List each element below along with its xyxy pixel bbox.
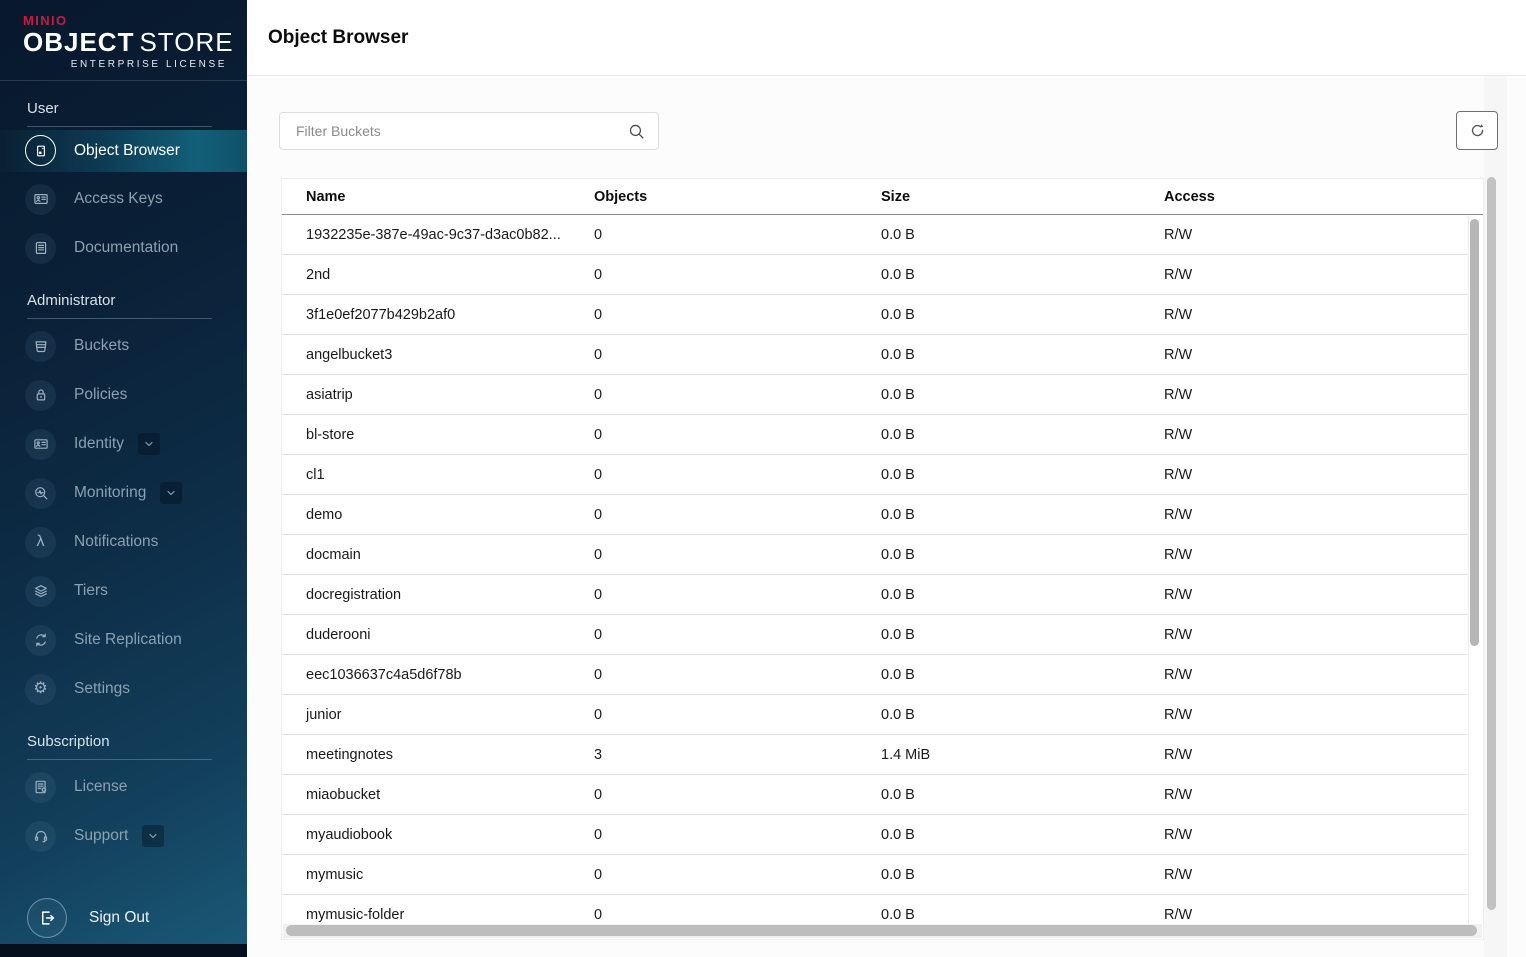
object-browser-icon (25, 135, 56, 166)
access-cell: R/W (1164, 626, 1193, 643)
objects-cell: 0 (594, 466, 603, 483)
size-cell: 0.0 B (881, 786, 915, 803)
logo-minio-text: MINIO (23, 13, 68, 28)
column-header-size: Size (881, 188, 911, 205)
sidebar-item-settings[interactable] (0, 665, 247, 714)
table-row[interactable] (282, 815, 1468, 855)
filter-buckets-field (279, 112, 659, 150)
column-header-objects: Objects (594, 188, 648, 205)
table-row[interactable] (282, 655, 1468, 695)
bucket-name-cell: eec1036637c4a5d6f78b (306, 666, 462, 683)
section-divider (27, 318, 212, 319)
bucket-name-cell: meetingnotes (306, 746, 394, 763)
objects-cell: 0 (594, 506, 603, 523)
main-area (247, 0, 1526, 957)
size-cell: 0.0 B (881, 266, 915, 283)
sidebar-item-label: Object Browser (74, 141, 180, 159)
sidebar-item-sign-out[interactable] (27, 898, 149, 938)
objects-cell: 0 (594, 906, 603, 923)
sidebar-item-policies[interactable] (0, 371, 247, 420)
objects-cell: 0 (594, 346, 603, 363)
bucket-name-cell: demo (306, 506, 343, 523)
sidebar-item-label: Settings (74, 680, 131, 698)
bucket-name-cell: asiatrip (306, 386, 353, 403)
table-header (282, 179, 1483, 215)
sidebar-item-label: Access Keys (74, 190, 163, 208)
sidebar-item-label: Policies (74, 386, 128, 404)
access-cell: R/W (1164, 746, 1193, 763)
sidebar-section-user (0, 100, 247, 273)
objects-cell: 0 (594, 426, 603, 443)
table-row[interactable] (282, 255, 1468, 295)
table-row[interactable] (282, 415, 1468, 455)
objects-cell: 0 (594, 866, 603, 883)
sidebar-item-label: Documentation (74, 239, 179, 257)
section-title: Subscription (27, 732, 110, 750)
license-icon (25, 772, 56, 803)
sidebar-bottom-strip (0, 944, 247, 957)
access-cell: R/W (1164, 866, 1193, 883)
size-cell: 0.0 B (881, 626, 915, 643)
section-divider (27, 126, 212, 127)
logo-product-light: STORE (139, 27, 234, 57)
column-header-name: Name (306, 188, 346, 205)
table-row[interactable] (282, 375, 1468, 415)
objects-cell: 0 (594, 386, 603, 403)
access-cell: R/W (1164, 546, 1193, 563)
size-cell: 0.0 B (881, 466, 915, 483)
logo-product-name (23, 27, 234, 57)
bucket-name-cell: docregistration (306, 586, 402, 603)
sidebar-item-identity[interactable] (0, 420, 247, 469)
chevron-down-icon[interactable] (138, 433, 160, 455)
policies-icon (25, 380, 56, 411)
bucket-name-cell: mymusic-folder (306, 906, 405, 923)
sidebar-nav (0, 100, 247, 861)
table-row[interactable] (282, 495, 1468, 535)
bucket-name-cell: 1932235e-387e-49ac-9c37-d3ac0b82... (306, 226, 561, 243)
sign-out-label: Sign Out (89, 909, 150, 926)
sidebar-item-label: Tiers (74, 582, 108, 600)
table-scrollbar-thumb[interactable] (1470, 219, 1479, 646)
bucket-name-cell: bl-store (306, 426, 355, 443)
bucket-name-cell: mymusic (306, 866, 364, 883)
support-icon (25, 821, 56, 852)
size-cell: 0.0 B (881, 306, 915, 323)
objects-cell: 0 (594, 266, 603, 283)
table-body (282, 215, 1469, 935)
sidebar-item-tiers[interactable] (0, 567, 247, 616)
sidebar-item-label: Support (74, 827, 129, 845)
access-cell: R/W (1164, 226, 1193, 243)
access-cell: R/W (1164, 786, 1193, 803)
horizontal-scrollbar-thumb[interactable] (286, 925, 1477, 936)
size-cell: 0.0 B (881, 546, 915, 563)
objects-cell: 0 (594, 826, 603, 843)
refresh-button[interactable] (1456, 111, 1498, 150)
access-cell: R/W (1164, 506, 1193, 523)
sidebar-item-monitoring[interactable] (0, 469, 247, 518)
sidebar-item-object-browser[interactable] (0, 130, 247, 172)
table-row[interactable] (282, 215, 1468, 255)
sidebar-item-label: Buckets (74, 337, 130, 355)
sidebar-item-buckets[interactable] (0, 322, 247, 371)
page-title: Object Browser (268, 26, 409, 48)
access-cell: R/W (1164, 586, 1193, 603)
access-cell: R/W (1164, 346, 1193, 363)
sidebar-item-label: Identity (74, 435, 124, 453)
chevron-down-icon[interactable] (142, 825, 164, 847)
bucket-name-cell: docmain (306, 546, 361, 563)
table-row[interactable] (282, 455, 1468, 495)
size-cell: 0.0 B (881, 506, 915, 523)
monitoring-icon (25, 478, 56, 509)
size-cell: 0.0 B (881, 346, 915, 363)
access-keys-icon (25, 184, 56, 215)
size-cell: 0.0 B (881, 826, 915, 843)
sidebar-item-support[interactable] (0, 812, 247, 861)
sidebar-item-notifications[interactable] (0, 518, 247, 567)
table-row[interactable] (282, 335, 1468, 375)
access-cell: R/W (1164, 386, 1193, 403)
search-icon (628, 123, 645, 140)
bucket-name-cell: 2nd (306, 266, 331, 283)
size-cell: 1.4 MiB (881, 746, 931, 763)
sidebar-item-label: Site Replication (74, 631, 182, 649)
table-row[interactable] (282, 575, 1468, 615)
sidebar-section-subscription (0, 733, 247, 861)
sidebar-item-label: Monitoring (74, 484, 147, 502)
section-title: User (27, 99, 59, 117)
objects-cell: 0 (594, 226, 603, 243)
access-cell: R/W (1164, 306, 1193, 323)
size-cell: 0.0 B (881, 666, 915, 683)
access-cell: R/W (1164, 266, 1193, 283)
table-row[interactable] (282, 735, 1468, 775)
objects-cell: 0 (594, 626, 603, 643)
bucket-name-cell: angelbucket3 (306, 346, 393, 363)
sidebar-item-site-replication[interactable] (0, 616, 247, 665)
chevron-down-icon[interactable] (160, 482, 182, 504)
tiers-icon (25, 576, 56, 607)
page-header (247, 0, 1526, 76)
buckets-table-card (281, 178, 1484, 940)
objects-cell: 0 (594, 706, 603, 723)
table-row[interactable] (282, 295, 1468, 335)
table-row[interactable] (282, 695, 1468, 735)
bucket-name-cell: junior (306, 706, 342, 723)
access-cell: R/W (1164, 906, 1193, 923)
bucket-name-cell: duderooni (306, 626, 371, 643)
access-cell: R/W (1164, 706, 1193, 723)
size-cell: 0.0 B (881, 866, 915, 883)
refresh-icon (1469, 122, 1486, 139)
size-cell: 0.0 B (881, 706, 915, 723)
bucket-name-cell: miaobucket (306, 786, 381, 803)
buckets-icon (25, 331, 56, 362)
access-cell: R/W (1164, 826, 1193, 843)
access-cell: R/W (1164, 466, 1193, 483)
logo-license-text: ENTERPRISE LICENSE (70, 58, 227, 70)
sidebar-item-documentation[interactable] (0, 224, 247, 273)
table-row[interactable] (282, 535, 1468, 575)
page-scrollbar-thumb[interactable] (1487, 177, 1496, 910)
size-cell: 0.0 B (881, 226, 915, 243)
identity-icon (25, 429, 56, 460)
horizontal-scrollbar-track (283, 924, 1482, 938)
settings-icon: ⚙ (25, 674, 56, 705)
sidebar-item-label: License (74, 778, 128, 796)
sign-out-icon (27, 898, 67, 938)
size-cell: 0.0 B (881, 906, 915, 923)
table-row[interactable] (282, 855, 1468, 895)
bucket-name-cell: myaudiobook (306, 826, 393, 843)
objects-cell: 0 (594, 306, 603, 323)
sidebar-item-license[interactable] (0, 763, 247, 812)
site-replication-icon (25, 625, 56, 656)
objects-cell: 0 (594, 546, 603, 563)
bucket-name-cell: 3f1e0ef2077b429b2af0 (306, 306, 456, 323)
column-header-access: Access (1164, 188, 1215, 205)
size-cell: 0.0 B (881, 586, 915, 603)
bucket-name-cell: cl1 (306, 466, 325, 483)
size-cell: 0.0 B (881, 386, 915, 403)
section-divider (27, 759, 212, 760)
table-row[interactable] (282, 615, 1468, 655)
objects-cell: 0 (594, 666, 603, 683)
notifications-icon: λ (25, 527, 56, 558)
app-logo (0, 0, 247, 81)
filter-buckets-input[interactable] (296, 123, 628, 139)
documentation-icon (25, 233, 56, 264)
content-area (247, 76, 1526, 957)
sidebar-item-access-keys[interactable] (0, 175, 247, 224)
logo-product-bold: OBJECT (23, 27, 135, 57)
sidebar-item-label: Notifications (74, 533, 159, 551)
objects-cell: 3 (594, 746, 603, 763)
sidebar (0, 0, 247, 957)
objects-cell: 0 (594, 586, 603, 603)
access-cell: R/W (1164, 666, 1193, 683)
section-title: Administrator (27, 291, 116, 309)
objects-cell: 0 (594, 786, 603, 803)
size-cell: 0.0 B (881, 426, 915, 443)
access-cell: R/W (1164, 426, 1193, 443)
sidebar-section-administrator (0, 292, 247, 714)
table-row[interactable] (282, 775, 1468, 815)
